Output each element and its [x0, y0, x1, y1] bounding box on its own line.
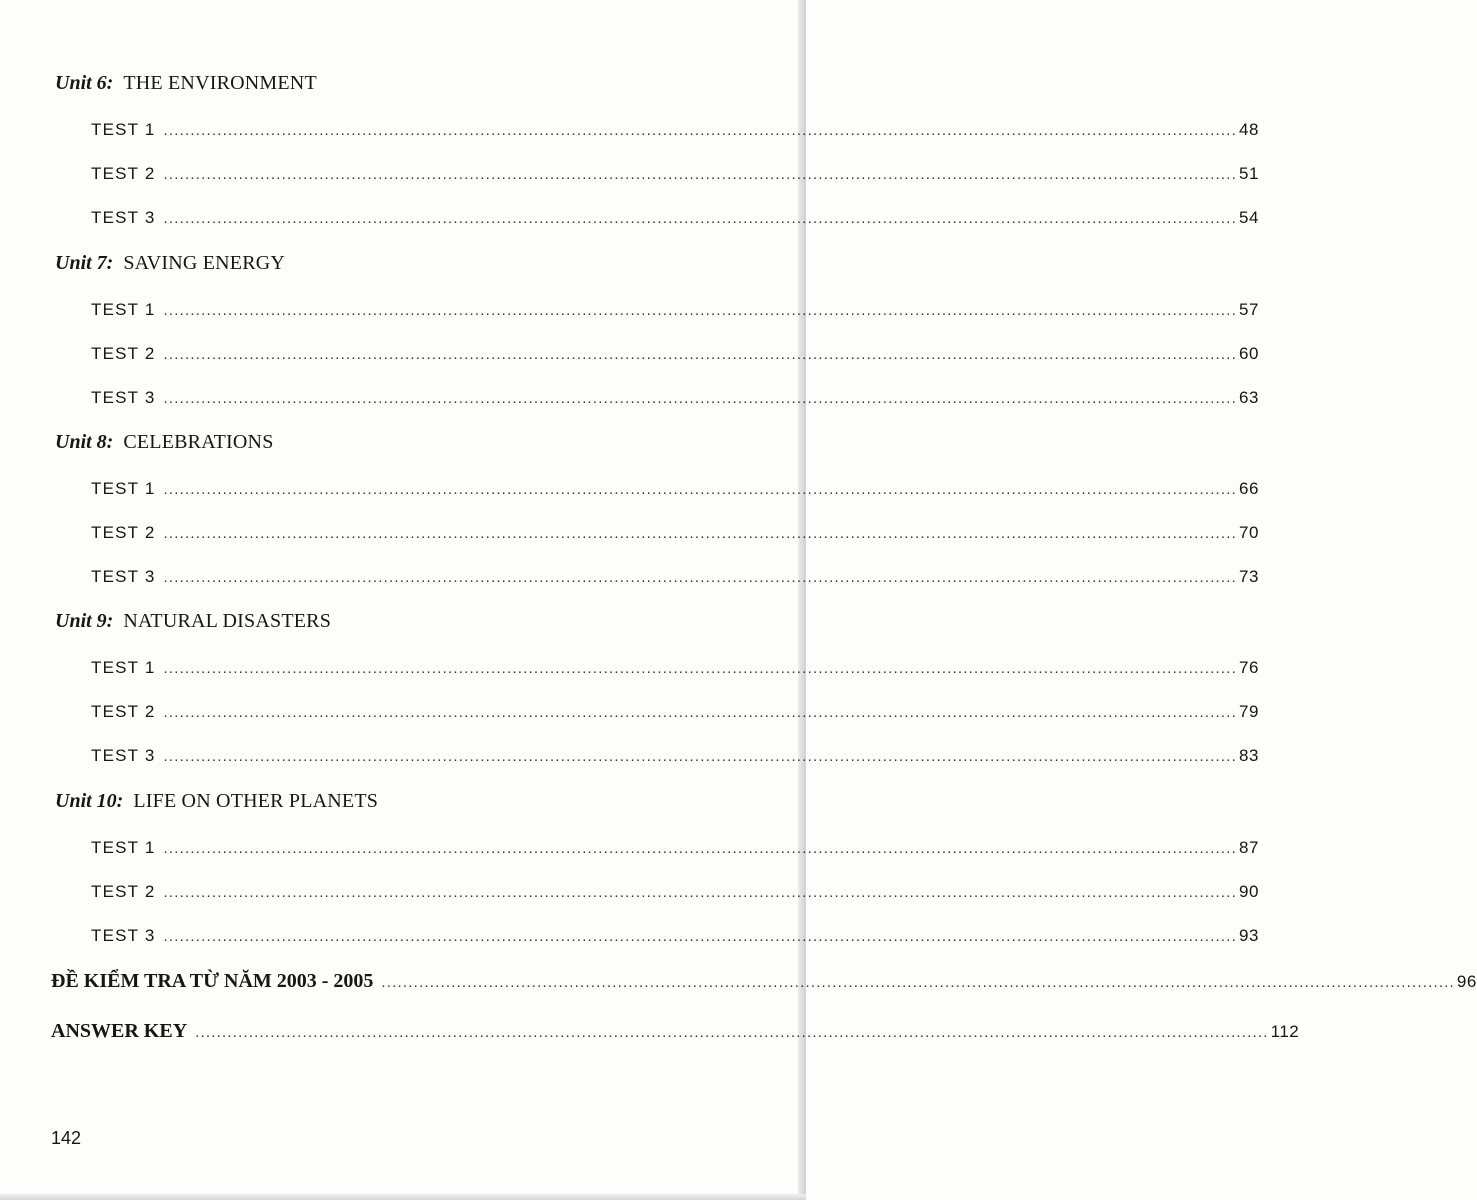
entry-page: 93 [1239, 926, 1259, 945]
entry-name: ANSWER KEY [51, 1020, 188, 1042]
unit-title: SAVING ENERGY [123, 252, 286, 274]
dot-leader: ........................................................................................................................................................................................................ [163, 704, 1238, 721]
entry-name: TEST 2 [91, 882, 156, 901]
toc-entry[interactable] [91, 344, 1259, 364]
toc-entry[interactable] [91, 479, 1259, 499]
unit-label: Unit 7: [55, 252, 114, 274]
toc-entry[interactable] [91, 208, 1259, 228]
toc-entry[interactable] [91, 702, 1259, 722]
dot-leader: ........................................................................................................................................................................................................ [163, 840, 1238, 857]
entry-name: ĐỀ KIỂM TRA TỪ NĂM 2003 - 2005 [51, 970, 374, 992]
entry-name: TEST 1 [91, 479, 156, 498]
dot-leader: ........................................................................................................................................................................................................ [163, 748, 1238, 765]
entry-page: 90 [1239, 882, 1259, 901]
unit-label: Unit 10: [55, 790, 124, 812]
dot-leader: ........................................................................................................................................................................................................ [163, 481, 1238, 498]
entry-page: 87 [1239, 838, 1259, 857]
unit-9-heading [55, 610, 331, 633]
unit-title: LIFE ON OTHER PLANETS [133, 790, 379, 812]
toc-entry[interactable] [91, 658, 1259, 678]
entry-name: TEST 2 [91, 344, 156, 363]
unit-label: Unit 9: [55, 610, 114, 632]
entry-name: TEST 3 [91, 208, 156, 227]
toc-entry[interactable] [91, 838, 1259, 858]
entry-page: 76 [1239, 658, 1259, 677]
dot-leader: ........................................................................................................................................................................................................ [163, 122, 1238, 139]
dot-leader: ........................................................................................................................................................................................................ [163, 569, 1238, 586]
unit-7-heading [55, 252, 285, 275]
entry-page: 79 [1239, 702, 1259, 721]
entry-page: 112 [1270, 1022, 1300, 1041]
toc-entry[interactable] [91, 523, 1259, 543]
dot-leader: ........................................................................................................................................................................................................ [163, 210, 1238, 227]
unit-title: CELEBRATIONS [123, 431, 274, 453]
toc-entry[interactable] [91, 926, 1259, 946]
entry-page: 73 [1239, 567, 1259, 586]
entry-page: 51 [1239, 164, 1259, 183]
entry-name: TEST 3 [91, 567, 156, 586]
entry-page: 83 [1239, 746, 1259, 765]
dot-leader: ........................................................................................................................................................................................................ [163, 346, 1238, 363]
entry-name: TEST 1 [91, 300, 156, 319]
entry-name: TEST 1 [91, 120, 156, 139]
entry-page: 57 [1239, 300, 1259, 319]
toc-entry[interactable] [91, 388, 1259, 408]
unit-title: NATURAL DISASTERS [123, 610, 332, 632]
dot-leader: ........................................................................................................................................................................................................ [163, 302, 1238, 319]
dot-leader: ........................................................................................................................................................................................................ [163, 928, 1238, 945]
toc-entry[interactable] [91, 567, 1259, 587]
entry-page: 48 [1239, 120, 1259, 139]
entry-name: TEST 2 [91, 164, 156, 183]
toc-entry-exams[interactable] [51, 970, 1477, 993]
dot-leader: ........................................................................................................................................................................................................ [381, 974, 1455, 991]
entry-name: TEST 3 [91, 388, 156, 407]
dot-leader: ........................................................................................................................................................................................................ [163, 525, 1238, 542]
toc-entry[interactable] [91, 164, 1259, 184]
unit-10-heading [55, 790, 378, 813]
entry-name: TEST 2 [91, 702, 156, 721]
unit-6-heading [55, 72, 317, 95]
entry-name: TEST 1 [91, 658, 156, 677]
dot-leader: ........................................................................................................................................................................................................ [163, 390, 1238, 407]
dot-leader: ........................................................................................................................................................................................................ [195, 1024, 1269, 1041]
page-bottom-edge [0, 1194, 806, 1200]
dot-leader: ........................................................................................................................................................................................................ [163, 884, 1238, 901]
unit-label: Unit 8: [55, 431, 114, 453]
toc-entry[interactable] [91, 300, 1259, 320]
unit-8-heading [55, 431, 274, 454]
entry-name: TEST 3 [91, 926, 156, 945]
entry-page: 63 [1239, 388, 1259, 407]
dot-leader: ........................................................................................................................................................................................................ [163, 660, 1238, 677]
entry-page: 96 [1456, 972, 1477, 991]
entry-page: 66 [1239, 479, 1259, 498]
toc-entry[interactable] [91, 120, 1259, 140]
toc-entry-answer-key[interactable] [51, 1020, 1300, 1043]
page-number: 142 [51, 1128, 82, 1148]
entry-page: 70 [1239, 523, 1259, 542]
entry-name: TEST 2 [91, 523, 156, 542]
entry-name: TEST 3 [91, 746, 156, 765]
entry-page: 60 [1239, 344, 1259, 363]
entry-name: TEST 1 [91, 838, 156, 857]
toc-entry[interactable] [91, 746, 1259, 766]
unit-label: Unit 6: [55, 72, 114, 94]
entry-page: 54 [1239, 208, 1259, 227]
unit-title: THE ENVIRONMENT [123, 72, 317, 94]
toc-entry[interactable] [91, 882, 1259, 902]
dot-leader: ........................................................................................................................................................................................................ [163, 166, 1238, 183]
